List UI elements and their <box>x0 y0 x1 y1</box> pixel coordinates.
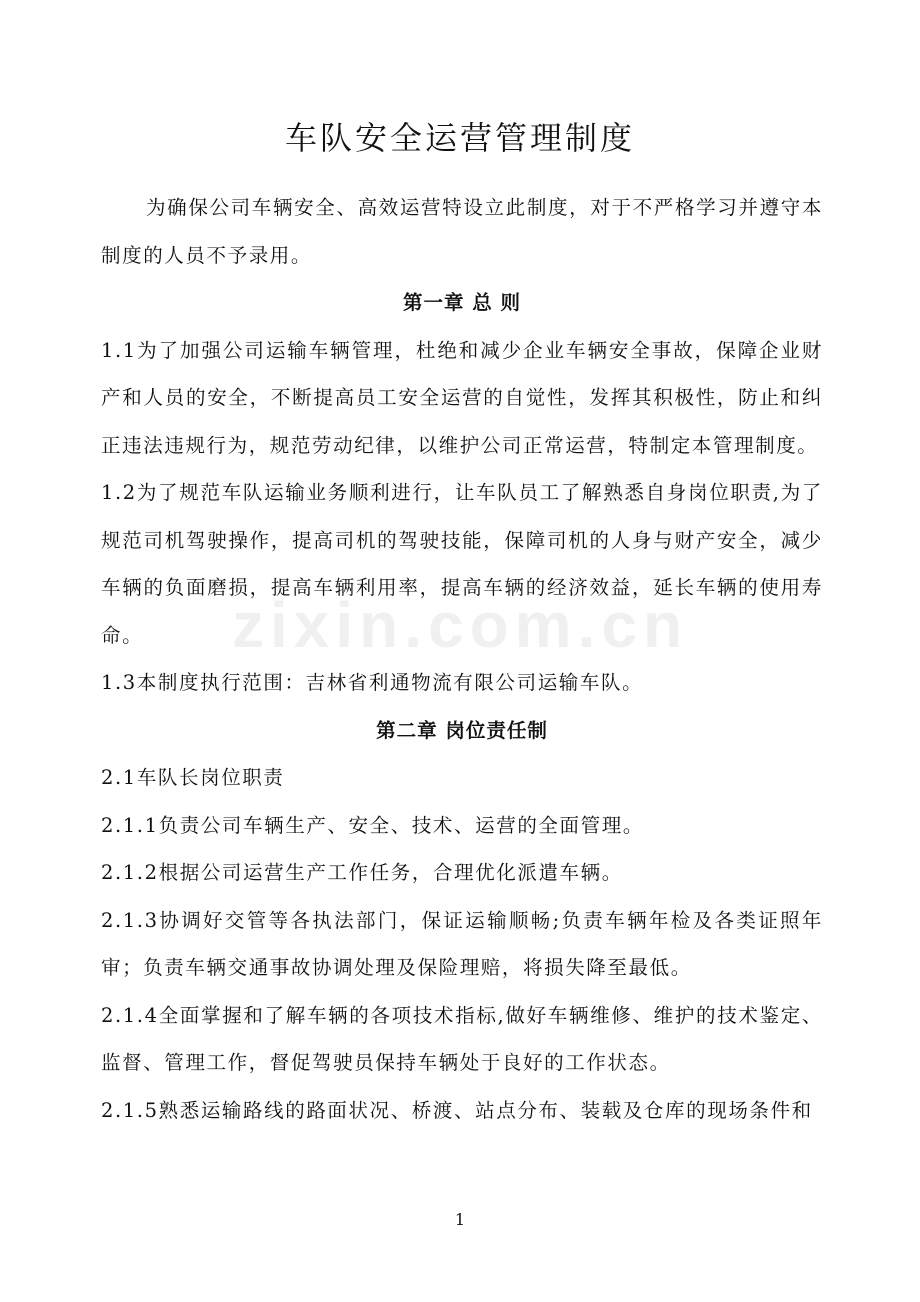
section-1-1: 1.1为了加强公司运输车辆管理，杜绝和减少企业车辆安全事故，保障企业财产和人员的安全，不断提高员工安全运营的自觉性，发挥其积极性，防止和纠正违法违规行为，规范劳动纪律，以维护公司正常运营，特制定本管理制度。 <box>101 338 823 457</box>
chapter-1-heading: 第一章 总 则 <box>402 291 522 314</box>
section-2-1: 2.1车队长岗位职责 <box>101 766 285 789</box>
section-2-1-2: 2.1.2根据公司运营生产工作任务，合理优化派遣车辆。 <box>101 861 623 884</box>
section-1-3: 1.3本制度执行范围：吉林省利通物流有限公司运输车队。 <box>101 671 644 694</box>
section-2-1-4: 2.1.4全面掌握和了解车辆的各项技术指标,做好车辆维修、维护的技术鉴定、监督、管理工作，督促驾驶员保持车辆处于良好的工作状态。 <box>101 1003 823 1074</box>
document-title: 车队安全运营管理制度 <box>284 119 635 158</box>
page-number: 1 <box>454 1210 466 1229</box>
section-1-2: 1.2为了规范车队运输业务顺利进行，让车队员工了解熟悉自身岗位职责,为了规范司机驾驶操作，提高司机的驾驶技能，保障司机的人身与财产安全，减少车辆的负面磨损，提高车辆利用率，提高车辆的经济效益，延长车辆的使用寿命。 <box>101 481 823 647</box>
document-body <box>101 184 823 1134</box>
section-2-1-3: 2.1.3协调好交管等各执法部门，保证运输顺畅;负责车辆年检及各类证照年审；负责车辆交通事故协调处理及保险理赔，将损失降至最低。 <box>101 908 823 979</box>
chapter-2-heading: 第二章 岗位责任制 <box>376 718 548 742</box>
intro-paragraph: 为确保公司车辆安全、高效运营特设立此制度，对于不严格学习并遵守本制度的人员不予录用。 <box>101 196 823 267</box>
section-2-1-1: 2.1.1负责公司车辆生产、安全、技术、运营的全面管理。 <box>101 813 644 837</box>
watermark: zixin.com.cn <box>231 589 689 661</box>
section-2-1-5: 2.1.5熟悉运输路线的路面状况、桥渡、站点分布、装载及仓库的现场条件和 <box>101 1098 813 1122</box>
